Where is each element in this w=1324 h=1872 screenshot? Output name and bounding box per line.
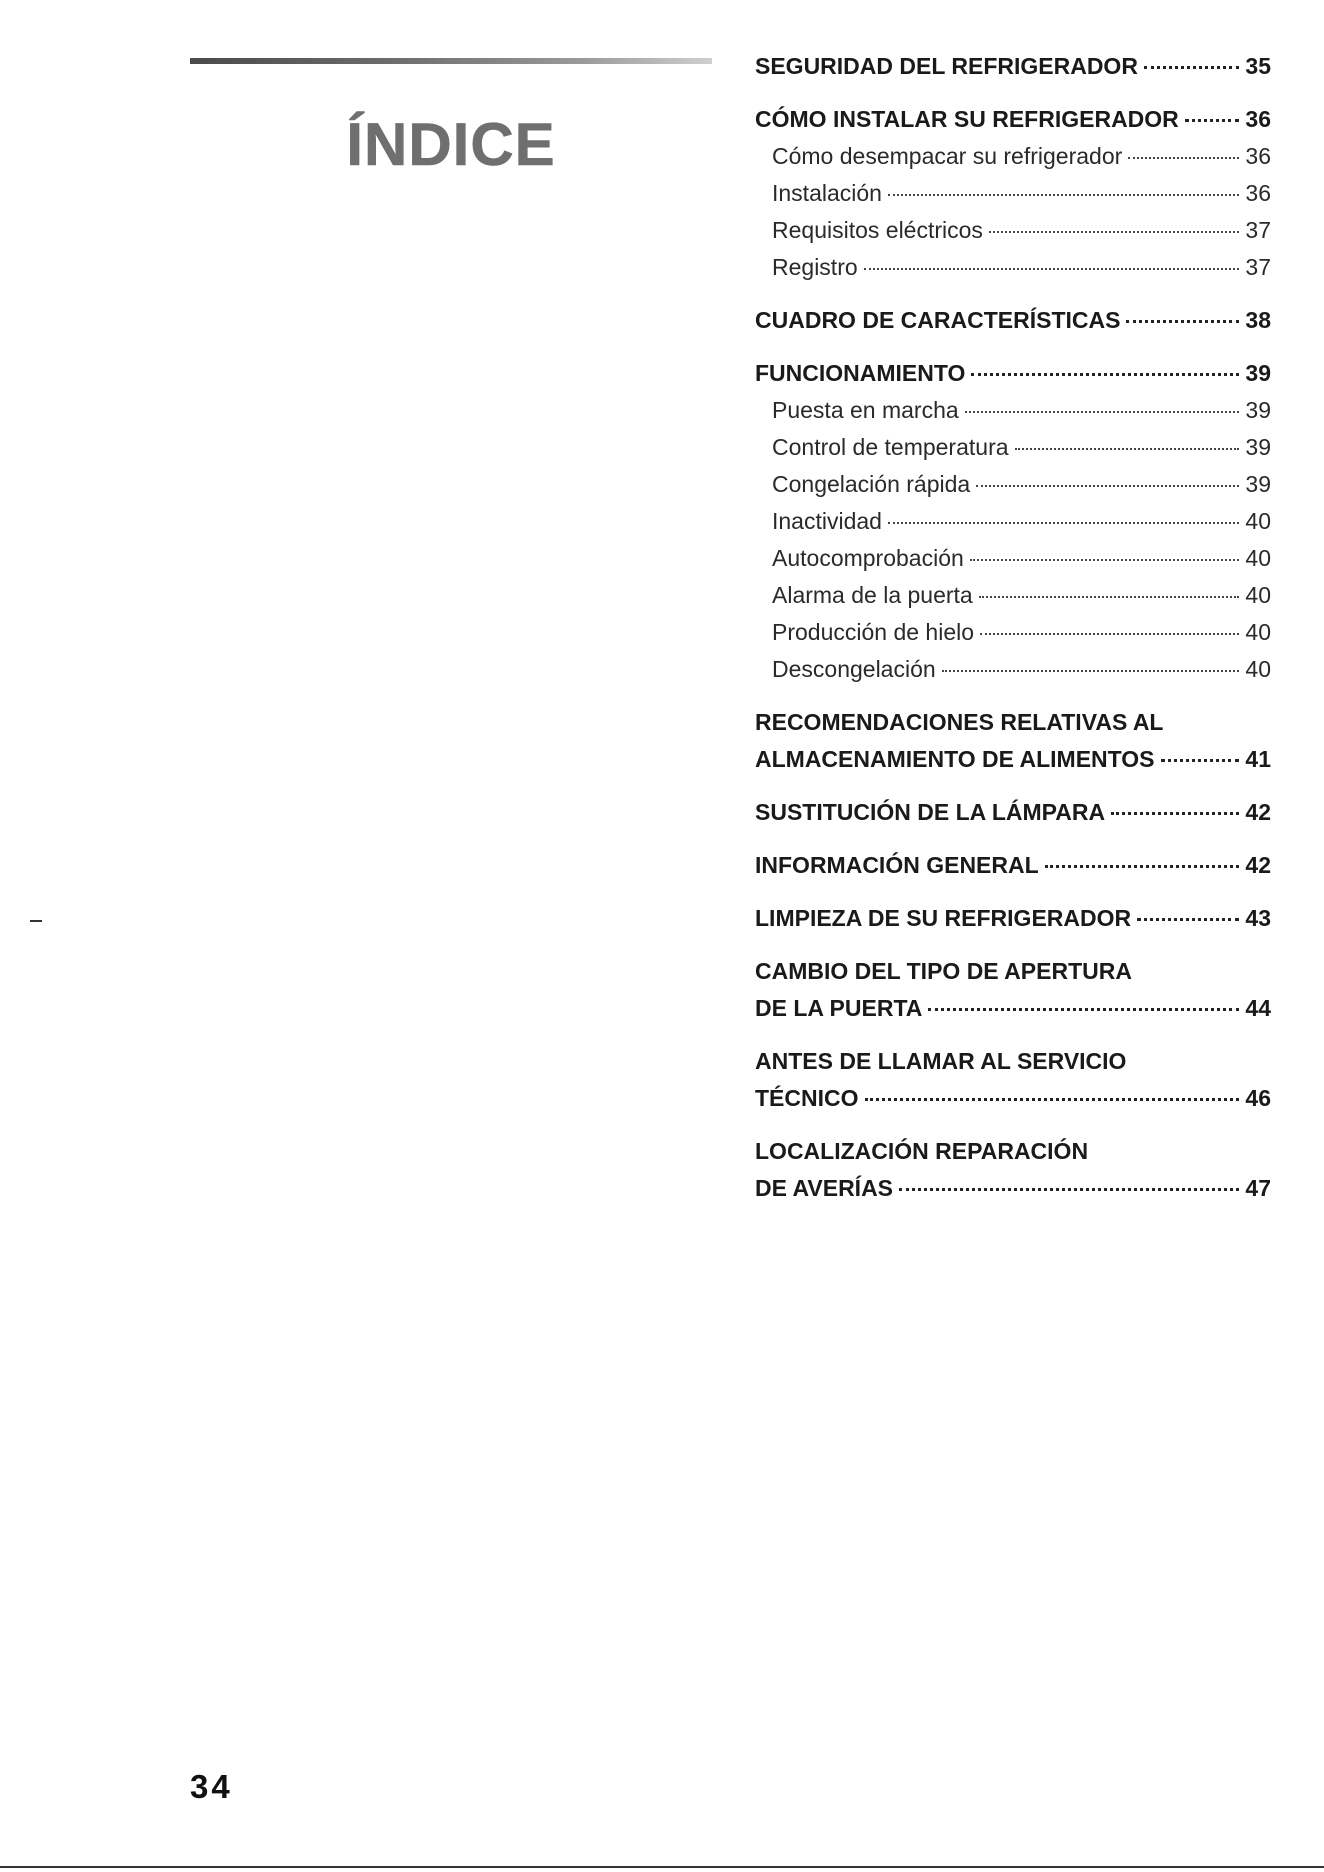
toc-heading <box>755 48 1271 85</box>
toc-section <box>755 900 1271 937</box>
toc-subitem-text: Registro <box>772 254 858 280</box>
margin-dash-mark <box>30 920 42 922</box>
toc-heading-text: CÓMO INSTALAR SU REFRIGERADOR <box>755 106 1179 132</box>
dot-leader <box>1185 119 1240 122</box>
dot-leader <box>1111 812 1239 815</box>
toc-heading-line <box>755 355 1271 392</box>
toc-heading-text: ANTES DE LLAMAR AL SERVICIO <box>755 1048 1127 1074</box>
toc-subitem-text: Cómo desempacar su refrigerador <box>772 143 1123 169</box>
toc-heading-text: DE LA PUERTA <box>755 995 923 1021</box>
toc-heading-line <box>755 48 1271 85</box>
toc-subitem-text: Producción de hielo <box>772 619 975 645</box>
dot-leader <box>928 1008 1239 1011</box>
toc-heading-line <box>755 741 1271 778</box>
toc-subitem-text: Autocomprobación <box>772 545 964 571</box>
toc-section <box>755 1043 1271 1117</box>
toc-heading-line <box>755 900 1271 937</box>
toc-heading <box>755 794 1271 831</box>
toc-heading-text: SUSTITUCIÓN DE LA LÁMPARA <box>755 799 1106 825</box>
toc-heading <box>755 847 1271 884</box>
dot-leader <box>980 633 1239 635</box>
toc-heading <box>755 953 1271 1027</box>
toc-heading-text: FUNCIONAMIENTO <box>755 360 966 386</box>
toc-heading <box>755 704 1271 778</box>
toc-section <box>755 101 1271 286</box>
dot-leader <box>971 373 1239 376</box>
toc-section <box>755 302 1271 339</box>
dot-leader <box>1137 918 1239 921</box>
toc-heading-text: DE AVERÍAS <box>755 1175 894 1201</box>
toc-page-number: 37 <box>1245 217 1271 243</box>
dot-leader <box>888 522 1239 524</box>
toc-page-number: 43 <box>1245 905 1271 931</box>
toc-page-number: 39 <box>1245 397 1271 423</box>
toc-subitem <box>755 651 1271 688</box>
title-rule <box>190 58 712 64</box>
toc-heading <box>755 302 1271 339</box>
toc-subitem-text: Descongelación <box>772 656 936 682</box>
toc-heading-text: LOCALIZACIÓN REPARACIÓN <box>755 1138 1089 1164</box>
page-number: 34 <box>190 1768 233 1805</box>
toc-subitem <box>755 175 1271 212</box>
toc-heading-line <box>755 794 1271 831</box>
toc-section <box>755 1133 1271 1207</box>
table-of-contents <box>755 48 1271 1223</box>
dot-leader <box>864 268 1240 270</box>
toc-section <box>755 953 1271 1027</box>
toc-heading-line <box>755 990 1271 1027</box>
toc-heading-line <box>755 1170 1271 1207</box>
toc-page-number: 40 <box>1245 582 1271 608</box>
dot-leader <box>942 670 1240 672</box>
toc-page-number: 39 <box>1245 360 1271 386</box>
dot-leader <box>965 411 1240 413</box>
toc-heading <box>755 101 1271 138</box>
toc-subitem-text: Inactividad <box>772 508 882 534</box>
toc-heading-line <box>755 1043 1271 1080</box>
toc-heading-text: CUADRO DE CARACTERÍSTICAS <box>755 307 1121 333</box>
toc-heading-line <box>755 847 1271 884</box>
toc-page-number: 41 <box>1245 746 1271 772</box>
toc-subitem <box>755 392 1271 429</box>
toc-subitem <box>755 614 1271 651</box>
toc-heading-text: TÉCNICO <box>755 1085 859 1111</box>
toc-heading-line <box>755 1133 1271 1170</box>
dot-leader <box>865 1098 1240 1101</box>
dot-leader <box>989 231 1239 233</box>
toc-page-number: 36 <box>1245 143 1271 169</box>
dot-leader <box>1128 157 1239 159</box>
toc-page-number: 40 <box>1245 508 1271 534</box>
toc-section <box>755 355 1271 688</box>
toc-subitem-text: Requisitos eléctricos <box>772 217 983 243</box>
dot-leader <box>899 1188 1239 1191</box>
toc-page-number: 35 <box>1245 53 1271 79</box>
toc-subitem <box>755 540 1271 577</box>
toc-heading-text: INFORMACIÓN GENERAL <box>755 852 1039 878</box>
toc-page-number: 39 <box>1245 434 1271 460</box>
toc-page-number: 38 <box>1245 307 1271 333</box>
toc-section <box>755 704 1271 778</box>
toc-page-number: 40 <box>1245 656 1271 682</box>
toc-section <box>755 48 1271 85</box>
toc-subitem <box>755 138 1271 175</box>
toc-subitem <box>755 212 1271 249</box>
toc-heading <box>755 900 1271 937</box>
dot-leader <box>1045 865 1240 868</box>
toc-subitem <box>755 503 1271 540</box>
toc-heading <box>755 355 1271 392</box>
toc-subitem-text: Instalación <box>772 180 882 206</box>
toc-subitem <box>755 577 1271 614</box>
toc-section <box>755 794 1271 831</box>
toc-heading-text: RECOMENDACIONES RELATIVAS AL <box>755 709 1164 735</box>
dot-leader <box>1161 759 1240 762</box>
toc-page-number: 46 <box>1245 1085 1271 1111</box>
toc-page-number: 44 <box>1245 995 1271 1021</box>
toc-subitem <box>755 466 1271 503</box>
bottom-rule <box>0 1866 1324 1868</box>
toc-heading-line <box>755 1080 1271 1117</box>
dot-leader <box>1126 320 1239 323</box>
toc-page-number: 36 <box>1245 180 1271 206</box>
dot-leader <box>970 559 1240 561</box>
toc-heading-line <box>755 704 1271 741</box>
toc-subitem-text: Alarma de la puerta <box>772 582 973 608</box>
toc-heading <box>755 1133 1271 1207</box>
toc-heading-text: SEGURIDAD DEL REFRIGERADOR <box>755 53 1138 79</box>
toc-heading-text: ALMACENAMIENTO DE ALIMENTOS <box>755 746 1155 772</box>
toc-page-number: 39 <box>1245 471 1271 497</box>
toc-subitem-text: Control de temperatura <box>772 434 1009 460</box>
dot-leader <box>979 596 1240 598</box>
toc-page-number: 42 <box>1245 799 1271 825</box>
toc-subitem <box>755 249 1271 286</box>
dot-leader <box>1144 66 1239 69</box>
page-title: ÍNDICE <box>346 111 556 179</box>
dot-leader <box>976 485 1239 487</box>
toc-heading-text: LIMPIEZA DE SU REFRIGERADOR <box>755 905 1132 931</box>
toc-section <box>755 847 1271 884</box>
toc-subitem-text: Puesta en marcha <box>772 397 959 423</box>
toc-subitem <box>755 429 1271 466</box>
toc-page-number: 36 <box>1245 106 1271 132</box>
toc-page-number: 37 <box>1245 254 1271 280</box>
toc-subitem-text: Congelación rápida <box>772 471 971 497</box>
toc-heading <box>755 1043 1271 1117</box>
dot-leader <box>1015 448 1240 450</box>
toc-heading-text: CAMBIO DEL TIPO DE APERTURA <box>755 958 1132 984</box>
toc-heading-line <box>755 953 1271 990</box>
toc-page-number: 42 <box>1245 852 1271 878</box>
dot-leader <box>888 194 1239 196</box>
toc-page-number: 47 <box>1245 1175 1271 1201</box>
toc-heading-line <box>755 101 1271 138</box>
toc-page-number: 40 <box>1245 545 1271 571</box>
toc-heading-line <box>755 302 1271 339</box>
toc-page-number: 40 <box>1245 619 1271 645</box>
